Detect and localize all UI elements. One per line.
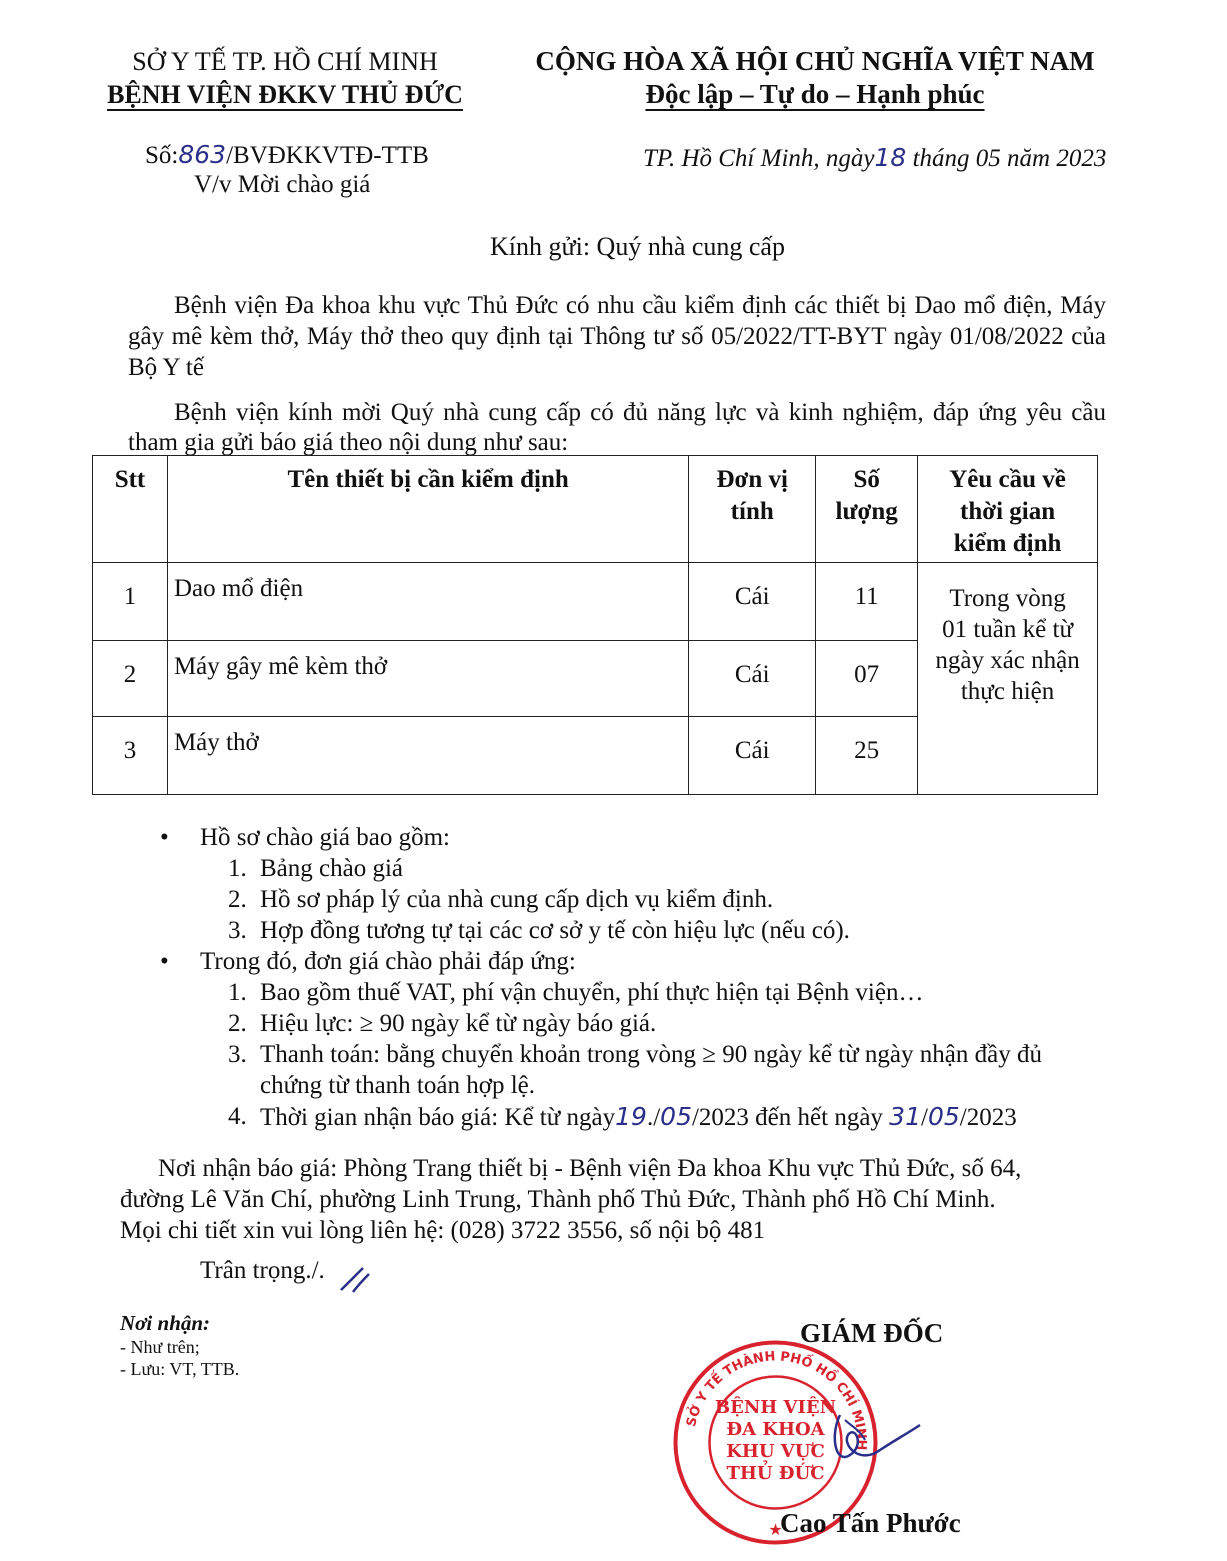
initial-mark bbox=[335, 1262, 375, 1298]
table-row: 1 Dao mổ điện Cái 11 Trong vòng 01 tuần kể từ ngày xác nhận thực hiện bbox=[93, 563, 1098, 641]
col-requirement: Yêu cầu về thời gian kiểm định bbox=[918, 456, 1098, 563]
svg-text:KHU VỰC: KHU VỰC bbox=[726, 1441, 825, 1462]
list-item: 1. Bảng chào giá bbox=[228, 855, 404, 882]
contact-block bbox=[120, 1153, 1120, 1246]
document-subject: V/v Mời chào giá bbox=[194, 171, 371, 198]
list-item: 2. Hiệu lực: ≥ 90 ngày kể từ ngày báo giá. bbox=[228, 1010, 657, 1037]
dossier-title: • Hồ sơ chào giá bao gồm: bbox=[160, 822, 1120, 853]
contact-line: Nơi nhận báo giá: Phòng Trang thiết bị - Bệnh viện Đa khoa Khu vực Thủ Đức, số 64, bbox=[158, 1155, 1022, 1182]
date-day-handwritten: 18 bbox=[874, 143, 907, 172]
document-number-handwritten: 863 bbox=[178, 140, 227, 169]
table-row: 2 Máy gây mê kèm thở Cái 07 bbox=[93, 641, 1098, 717]
list-item: 4. Thời gian nhận báo giá: Kể từ ngày19./05/2023 đến hết ngày 31/05/2023 bbox=[228, 1102, 1017, 1131]
svg-text:THỦ ĐỨC: THỦ ĐỨC bbox=[726, 1463, 825, 1484]
list-item: 1. Bao gồm thuế VAT, phí vận chuyển, phí thực hiện tại Bệnh viện… bbox=[228, 979, 924, 1006]
svg-text:SỞ Y TẾ THÀNH PHỐ HỒ CHÍ MINH: SỞ Y TẾ THÀNH PHỐ HỒ CHÍ MINH bbox=[684, 1349, 869, 1451]
ministry-name: SỞ Y TẾ TP. HỒ CHÍ MINH bbox=[132, 47, 438, 76]
signatory-title: GIÁM ĐỐC bbox=[800, 1318, 944, 1348]
requirements-lists bbox=[160, 822, 1120, 1133]
hospital-name: BỆNH VIỆN ĐKKV THỦ ĐỨC bbox=[107, 80, 463, 109]
country-name: CỘNG HÒA XÃ HỘI CHỦ NGHĨA VIỆT NAM bbox=[535, 46, 1095, 76]
list-item-continued: chứng từ thanh toán hợp lệ. bbox=[260, 1072, 535, 1099]
svg-text:ĐA KHOA: ĐA KHOA bbox=[726, 1419, 825, 1440]
document-date: TP. Hồ Chí Minh, ngày18 tháng 05 năm 2023 bbox=[643, 143, 1107, 172]
list-item: 3. Hợp đồng tương tự tại các cơ sở y tế còn hiệu lực (nếu có). bbox=[228, 917, 850, 944]
handwritten-signature bbox=[810, 1395, 930, 1485]
table-row: 3 Máy thở Cái 25 bbox=[93, 717, 1098, 795]
invitation-paragraph: Bệnh viện kính mời Quý nhà cung cấp có đủ năng lực và kinh nghiệm, đáp ứng yêu cầu tham gia gửi báo giá theo nội dung như sau: bbox=[128, 399, 1106, 456]
greeting: Kính gửi: Quý nhà cung cấp bbox=[490, 232, 785, 261]
pricing-title: • Trong đó, đơn giá chào phải đáp ứng: bbox=[160, 946, 1120, 977]
recipients: Nơi nhận: - Như trên; - Lưu: VT, TTB. bbox=[120, 1311, 240, 1379]
list-item: 2. Hồ sơ pháp lý của nhà cung cấp dịch vụ kiểm định. bbox=[228, 886, 774, 913]
list-item: 3. Thanh toán: bằng chuyển khoản trong vòng ≥ 90 ngày kể từ ngày nhận đầy đủ bbox=[228, 1041, 1042, 1068]
header-right bbox=[520, 45, 1110, 111]
document-number: Số:863/BVĐKKVTĐ-TTB bbox=[145, 140, 429, 169]
closing: Trân trọng./. bbox=[200, 1257, 325, 1284]
equipment-table bbox=[92, 455, 1098, 795]
col-unit: Đơn vị tính bbox=[689, 456, 816, 563]
intro-paragraph: Bệnh viện Đa khoa khu vực Thủ Đức có nhu cầu kiểm định các thiết bị Dao mổ điện, Máy gây mê kèm thở, Máy thở theo quy định tại Thông tư số 05/2022/TT-BYT ngày 01/08/2022 của Bộ Y tế bbox=[128, 292, 1106, 381]
signatory-name: Cao Tấn Phước bbox=[780, 1508, 961, 1538]
requirement-cell: Trong vòng 01 tuần kể từ ngày xác nhận thực hiện bbox=[918, 563, 1098, 795]
col-qty: Số lượng bbox=[816, 456, 918, 563]
col-name: Tên thiết bị cần kiểm định bbox=[167, 456, 688, 563]
contact-line: Mọi chi tiết xin vui lòng liên hệ: (028) 3722 3556, số nội bộ 481 bbox=[120, 1217, 766, 1244]
header-left bbox=[95, 45, 475, 111]
svg-text:★: ★ bbox=[768, 1522, 783, 1539]
svg-text:BỆNH VIỆN: BỆNH VIỆN bbox=[714, 1397, 837, 1418]
col-stt: Stt bbox=[93, 456, 168, 563]
table-header-row bbox=[93, 456, 1098, 563]
contact-line: đường Lê Văn Chí, phường Linh Trung, Thành phố Thủ Đức, Thành phố Hồ Chí Minh. bbox=[120, 1186, 996, 1213]
motto: Độc lập – Tự do – Hạnh phúc bbox=[645, 79, 985, 109]
